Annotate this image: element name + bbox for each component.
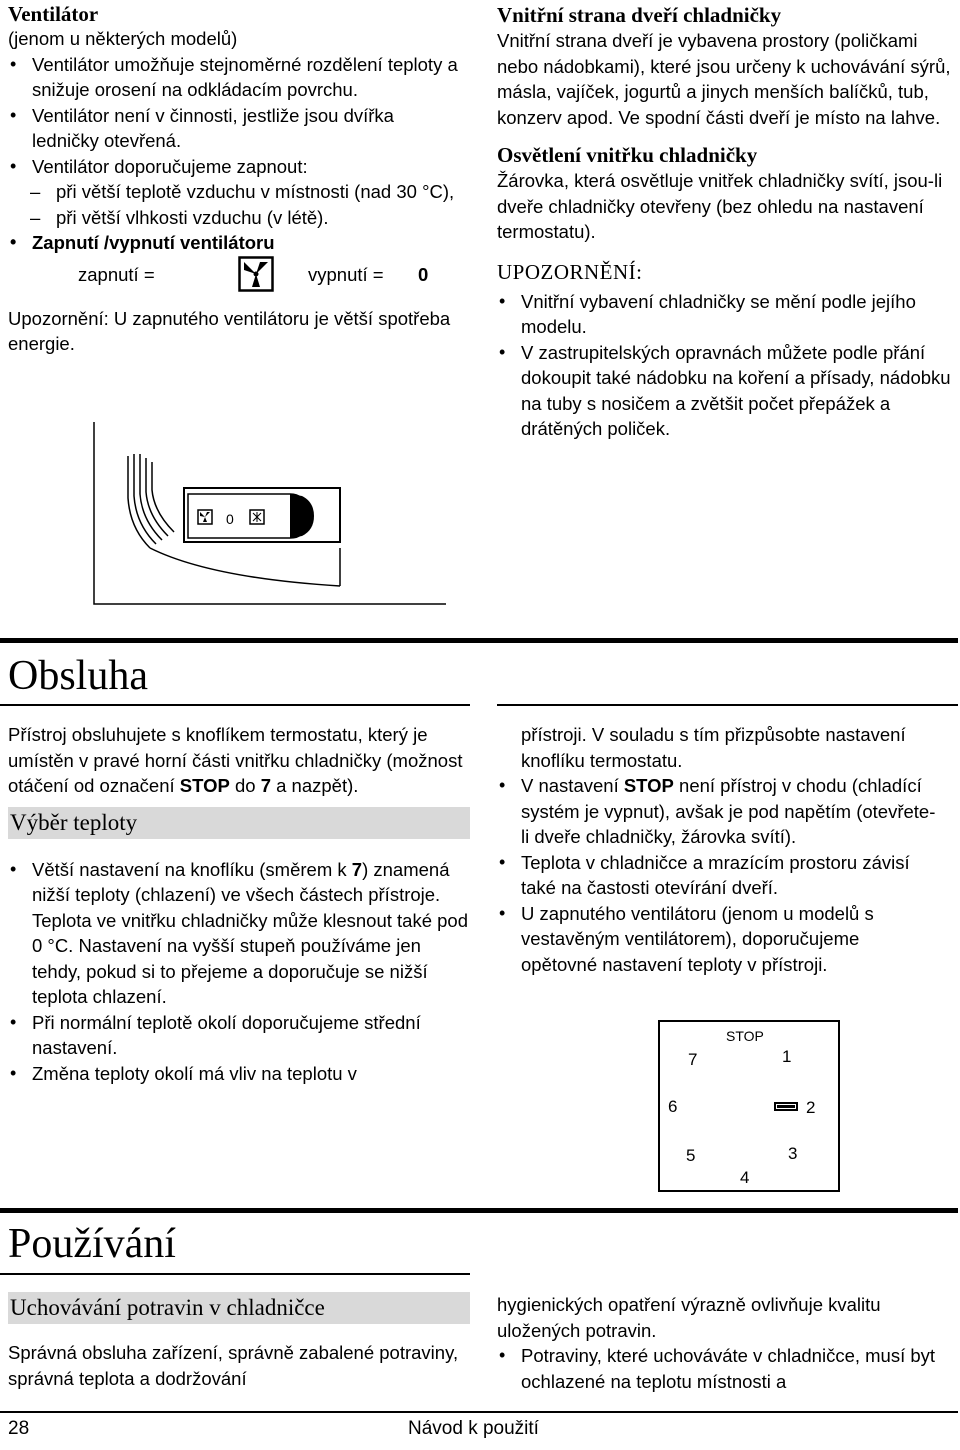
warning-title: UPOZORNĚNÍ:: [497, 259, 643, 284]
fan-switch-legend: [8, 256, 460, 294]
list-item: • Při normální teplotě okolí doporučujeme střední nastavení.: [8, 1010, 470, 1061]
storage-list: [497, 1343, 952, 1394]
fan-off-label: vypnutí =: [308, 263, 384, 285]
fan-icon: [238, 256, 274, 292]
pouzivani-left: [8, 1292, 470, 1391]
temperature-band: Výběr teploty: [8, 807, 470, 839]
list-item: • Zapnutí /vypnutí ventilátoru: [8, 230, 460, 256]
continued-text: přístroji. V souladu s tím přizpůsobte nastavení knoflíku termostatu.: [521, 724, 906, 771]
obsluha-heading: Obsluha: [8, 653, 148, 699]
list-item: • Změna teploty okolí má vliv na teplotu v: [8, 1061, 470, 1087]
section-rule: [497, 704, 958, 706]
pouzivani-right: [497, 1292, 952, 1394]
section-rule: [0, 704, 470, 706]
continued-text: hygienických opatření výrazně ovlivňuje kvalitu uložených potravin.: [497, 1294, 881, 1341]
text-span: není přístroj v chodu (chladící systém je vypnut), avšak je pod napětím (otevřete-li dveře chladničky, žárovka svítí).: [521, 775, 936, 847]
list-item: • Ventilátor není v činnosti, jestliže jsou dvířka ledničky otevřená.: [8, 103, 460, 154]
list-item: • V zastrupitelských opravnách můžete podle přání dokoupit také nádobku na koření a přísady, nádobku na tuby s nosičem a zvětšit počet přepážek a drátěných poliček.: [497, 340, 957, 442]
list-item: • U zapnutého ventilátoru (jenom u modelů s vestavěným ventilátorem), doporučujeme opětovné nastavení teploty v přístroji.: [497, 901, 937, 978]
list-item: • Ventilátor umožňuje stejnoměrné rozdělení teploty a snižuje orosení na odkládacím povrchu.: [8, 52, 460, 103]
fan-on-label: zapnutí =: [78, 263, 155, 285]
storage-band: Uchovávání potravin v chladničce: [8, 1292, 470, 1324]
text-span: STOP: [179, 775, 230, 796]
obsluha-intro: [8, 722, 470, 799]
fan-section: [8, 2, 460, 357]
storage-text: Správná obsluha zařízení, správně zabalené potraviny, správná teplota a dodržování: [8, 1342, 459, 1389]
obsluha-right: [497, 722, 937, 977]
list-item: [497, 773, 937, 850]
door-section: [497, 2, 957, 442]
dial-7: 7: [688, 1050, 698, 1069]
dial-2: 2: [806, 1098, 816, 1117]
warning-list: [497, 289, 957, 442]
fan-switch-illustration: [90, 418, 450, 608]
text-span: 7: [351, 858, 363, 880]
list-item: • Vnitřní vybavení chladničky se mění podle jejího modelu.: [497, 289, 957, 340]
page-number: 28: [8, 1418, 30, 1439]
fan-models-note: (jenom u některých modelů): [8, 28, 238, 49]
switch-zero-label: 0: [226, 511, 234, 527]
obsluha-list: [497, 773, 937, 977]
dial-1: 1: [782, 1047, 792, 1066]
section-rule: [0, 1273, 470, 1275]
list-item: – při větší teplotě vzduchu v místnosti (nad 30 °C),: [8, 179, 460, 205]
text-span: Přístroj obsluhujete s knoflíkem termostatu, který je umístěn v pravé horní části vnitřku chladničky (možnost otáčení od označení: [8, 724, 463, 796]
pouzivani-heading: Používání: [8, 1221, 176, 1267]
thermostat-dial: [658, 1020, 840, 1192]
section-rule: [0, 1208, 958, 1213]
dial-stop-label: STOP: [726, 1028, 764, 1044]
section-rule: [0, 638, 958, 643]
list-item: • Teplota v chladničce a mrazícím prostoru závisí také na častosti otevírání dveří.: [497, 850, 937, 901]
text-span: Větší nastavení na knoflíku (směrem k: [32, 858, 352, 880]
text-span: 7: [260, 775, 271, 796]
door-title: Vnitřní strana dveří chladničky: [497, 3, 782, 27]
text-span: V nastavení: [521, 775, 624, 796]
dial-3: 3: [788, 1144, 798, 1163]
list-item: [8, 857, 470, 1010]
text-span: a nazpět).: [270, 775, 359, 796]
dial-5: 5: [686, 1146, 696, 1165]
fan-warning: Upozornění: U zapnutého ventilátoru je větší spotřeba energie.: [8, 307, 451, 354]
fan-off-value: 0: [418, 263, 429, 285]
footer-rule: [0, 1411, 958, 1413]
fan-title: Ventilátor: [8, 2, 99, 26]
light-text: Žárovka, která osvětluje vnitřek chladničky svítí, jsou-li dveře chladničky otevřeny (bez ohledu na nastavení termostatu).: [497, 170, 943, 242]
temperature-list: [8, 857, 470, 1087]
text-span: ) znamená nižší teploty (chlazení) ve všech částech přístroje. Teplota ve vnitřku chladničky může klesnout také pod 0 °C. Nastavení na vyšší stupeň používáme jen tehdy, pokud si to přejeme a doporučuje se nižší teplota chlazení.: [32, 858, 469, 1007]
text-span: do: [229, 775, 261, 796]
dial-6: 6: [668, 1097, 678, 1116]
door-text: Vnitřní strana dveří je vybavena prostory (poličkami nebo nádobkami), které jsou určeny k uchovávání sýrů, másla, vajíček, jogurtů a jinych menších balíčků, tub, konzerv apod. Ve spodní části dveří je místo na lahve.: [497, 30, 951, 128]
obsluha-left: [8, 722, 470, 1086]
list-item: – při větší vlhkosti vzduchu (v létě).: [8, 205, 460, 231]
light-title: Osvětlení vnitřku chladničky: [497, 143, 758, 167]
footer-title: Návod k použití: [408, 1418, 539, 1439]
list-item: • Ventilátor doporučujeme zapnout:: [8, 154, 460, 180]
fan-list: [8, 52, 460, 256]
dial-4: 4: [740, 1168, 750, 1187]
list-item: • Potraviny, které uchováváte v chladničce, musí byt ochlazené na teplotu místnosti a: [497, 1343, 952, 1394]
text-span: STOP: [623, 775, 674, 796]
